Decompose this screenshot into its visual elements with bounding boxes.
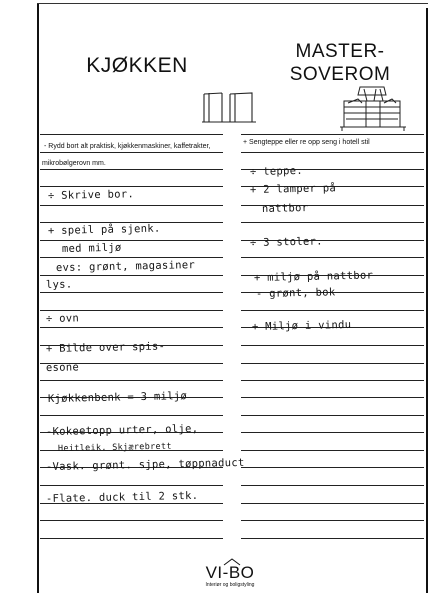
bedroom-note: + Miljø i vindu [251, 318, 352, 333]
rule-line [241, 520, 424, 521]
rule-line [40, 240, 223, 241]
rule-line [241, 310, 424, 311]
bedroom-note: + miljø på nattbor [253, 269, 374, 284]
rule-line [40, 275, 223, 276]
vi-bo-logo [200, 564, 260, 588]
rule-line [40, 485, 223, 486]
master-heading-line2: SOVEROM [289, 64, 391, 85]
bedroom-note: ÷ 3 stoler. [249, 235, 323, 249]
rule-line [241, 415, 424, 416]
rule-line [241, 503, 424, 504]
kitchen-note: -Flate. duck til 2 stk. [45, 489, 199, 505]
rule-line [40, 257, 223, 258]
page-border-top [37, 3, 428, 4]
master-bedroom-heading [270, 40, 410, 86]
rule-line [40, 538, 223, 539]
rule-line [241, 380, 424, 381]
bedroom-print-note: + Sengteppe eller re opp seng i hotell stil [243, 139, 370, 146]
bedroom-note: + 2 lamper på [249, 182, 337, 196]
rule-line [241, 485, 424, 486]
rule-line [241, 134, 424, 135]
page-border-right [426, 8, 428, 593]
logo-text: VI-BO [205, 563, 255, 582]
rule-line [241, 345, 424, 346]
bedroom-note: nattbor [261, 202, 309, 215]
kitchen-print-note-line2: mikrobølgerovn mm. [42, 160, 106, 167]
bed-sketch-icon [336, 83, 412, 133]
kitchen-note: ÷ ovn [45, 312, 80, 325]
master-heading-line1: MASTER- [295, 41, 385, 62]
rule-line [40, 520, 223, 521]
kitchen-note: -Vask. grønt. sjpe, tøppnaduct [45, 456, 245, 473]
rule-line [40, 310, 223, 311]
rule-line [40, 380, 223, 381]
page-border-left [37, 3, 39, 593]
kitchen-note: -Kokeetopp urter, olje, [45, 422, 199, 438]
rule-line [241, 397, 424, 398]
bedroom-note: ÷ teppe. [249, 164, 304, 178]
rule-line [241, 467, 424, 468]
rule-line [241, 152, 424, 153]
kitchen-note: esone [45, 361, 80, 374]
kitchen-note: Kjøkkenbenk = 3 miljø [47, 390, 188, 405]
bedroom-note: - grønt, bok [255, 286, 336, 300]
rule-line [40, 134, 223, 135]
rule-line [241, 538, 424, 539]
kitchen-note: lys. [45, 278, 73, 291]
rule-line [241, 222, 424, 223]
rule-line [241, 257, 424, 258]
rule-line [40, 152, 223, 153]
kitchen-print-note-line1: - Rydd bort alt praktisk, kjøkkenmaskiner, kaffetrakter, [44, 143, 211, 150]
kitchen-note: + Bilde over spis- [45, 340, 166, 355]
rule-line [241, 432, 424, 433]
rule-line [40, 205, 223, 206]
kitchen-note: ÷ Skrive bor. [47, 188, 135, 202]
rule-line [40, 292, 223, 293]
kitchen-note: med miljø [61, 241, 122, 255]
kitchen-heading: KJØKKEN [86, 54, 188, 77]
rule-line [241, 363, 424, 364]
kitchen-note: + speil på sjenk. [47, 222, 161, 237]
kitchen-note: evs: grønt, magasiner [55, 259, 196, 274]
logo-tagline: Interiør og boligstyling [205, 582, 255, 588]
rule-line [40, 415, 223, 416]
rule-line [40, 327, 223, 328]
rule-line [40, 169, 223, 170]
rule-line [241, 450, 424, 451]
wardrobe-sketch-icon [200, 88, 262, 126]
rule-line [40, 186, 223, 187]
house-roof-icon [223, 558, 241, 566]
kitchen-note: Heitleik. Skjærebrett [57, 441, 172, 454]
